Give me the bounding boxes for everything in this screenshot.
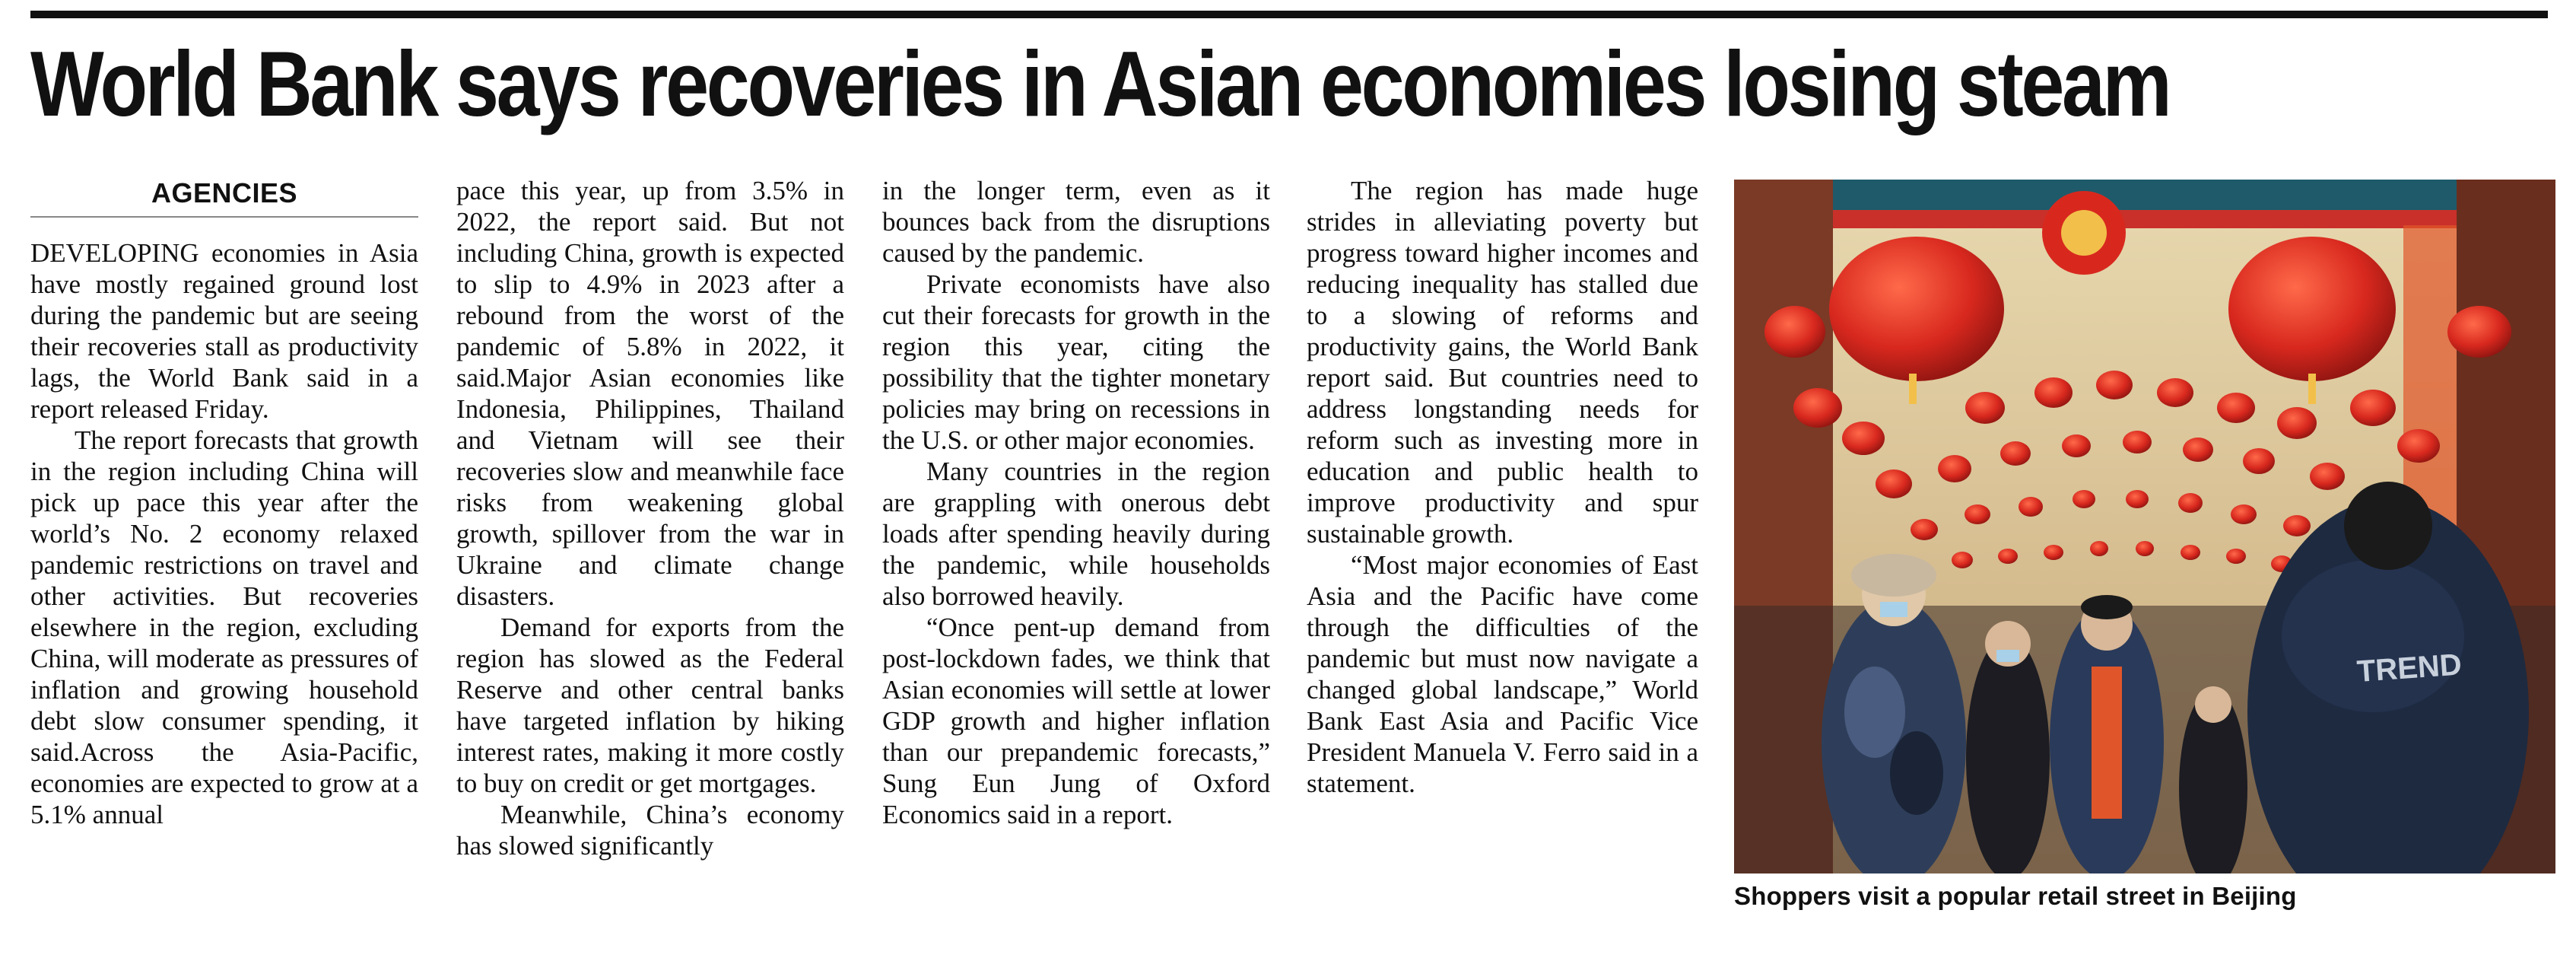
paragraph: pace this year, up from 3.5% in 2022, the report said. But not including China, growth is expected to slip to 4.9% in 2023 after a rebound from the worst of the pandemic of 5.8% in 2022, it said.Major Asian economies like Indonesia, Philippines, Thailand and Vietnam will see their recoveries slow and meanwhile face risks from weakening global growth, spillover from the war in Ukraine and climate change disasters. — [456, 176, 844, 611]
paragraph: Private economists have also cut their forecasts for growth in the region this year, citing the possibility that the tighter monetary policies may bring on recessions in the U.S. or other major economies. — [882, 269, 1270, 455]
news-photo — [1734, 180, 2555, 873]
paragraph: “Most major economies of East Asia and the Pacific have come through the difficulties of the pandemic but must now navigate a changed global landscape,” World Bank East Asia and Pacific Vice President Manuela V. Ferro said in a statement. — [1307, 550, 1698, 798]
paragraph: Many countries in the region are grappling with onerous debt loads after spending heavily during the pandemic, while households also borrowed heavily. — [882, 457, 1270, 611]
paragraph: Meanwhile, China’s economy has slowed significantly — [456, 800, 844, 861]
paragraph: Demand for exports from the region has slowed as the Federal Reserve and other central banks have targeted inflation by hiking interest rates, making it more costly to buy on credit or get mortgages. — [456, 613, 844, 798]
jacket-text: TREND — [2355, 648, 2463, 689]
headline: World Bank says recoveries in Asian economies losing steam — [30, 32, 2170, 135]
paragraph: “Once pent-up demand from post-lockdown fades, we think that Asian economies will settle at lower GDP growth and higher inflation than our prepandemic forecasts,” Sung Eun Jung of Oxford Economics said in a report. — [882, 613, 1270, 829]
byline: AGENCIES — [151, 177, 298, 208]
paragraph: in the longer term, even as it bounces back from the disruptions caused by the pandemic. — [882, 176, 1270, 268]
byline-box — [30, 172, 418, 218]
paragraph: The region has made huge strides in alleviating poverty but progress toward higher incomes and reducing inequality has stalled due to a slowing of reforms and productivity gains, the World Bank report said. But countries need to address longstanding needs for reform such as investing more in education and public health to improve productivity and spur sustainable growth. — [1307, 176, 1698, 549]
article-column-3 — [882, 175, 1270, 922]
article-column-1 — [30, 237, 418, 922]
top-rule — [30, 11, 2548, 18]
article-column-4 — [1307, 175, 1698, 922]
paragraph: The report forecasts that growth in the region including China will pick up pace this year after the world’s No. 2 economy relaxed pandemic restrictions on travel and other activities. But recoveries elsewhere in the region, excluding China, will moderate as pressures of inflation and growing household debt slow consumer spending, it said.Across the Asia-Pacific, economies are expected to grow at a 5.1% annual — [30, 425, 418, 829]
paragraph: DEVELOPING economies in Asia have mostly regained ground lost during the pandemic but are seeing their recoveries stall as productivity lags, the World Bank said in a report released Friday. — [30, 238, 418, 424]
photo-caption: Shoppers visit a popular retail street in Beijing — [1734, 882, 2297, 910]
article-column-2 — [456, 175, 844, 922]
